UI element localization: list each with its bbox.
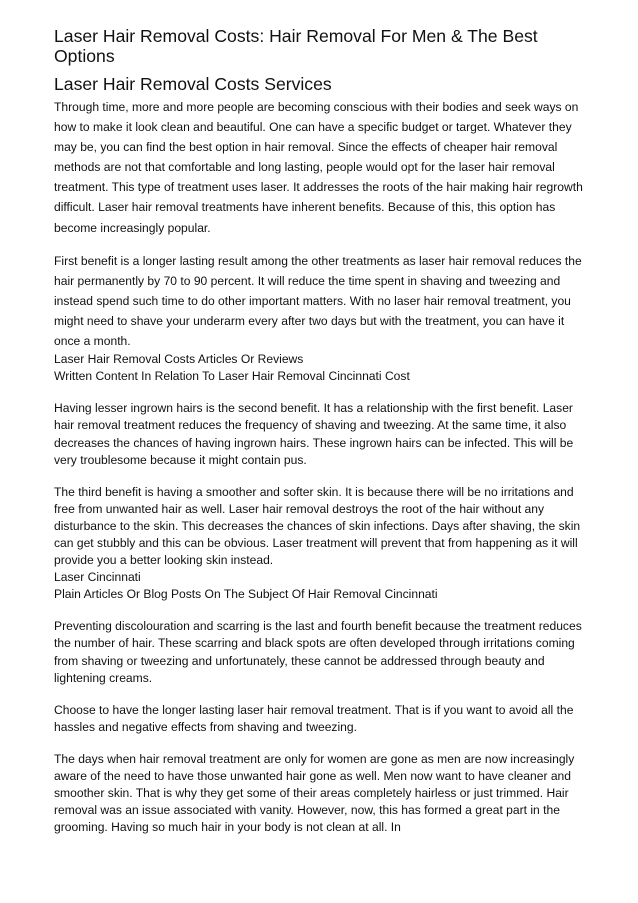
paragraph-first-benefit: First benefit is a longer lasting result among the other treatments as laser hair removal reduces the hair permanently by 70 to 90 percent. It will reduce the time spent in shaving and tweezing and instead spend such time to do other important matters. With no laser hair removal treatment, you might need to shave your underarm every after two days but with the treatment, you can have it once a month. — [54, 253, 582, 349]
paragraph-fourth-benefit: Preventing discolouration and scarring is the last and fourth benefit because the treatment reduces the number of hair. These scarring and black spots are often developed through irritations coming from shaving or tweezing and unfortunately, these cannot be addressed through beauty and lightening creams. — [54, 619, 582, 685]
article-link[interactable]: Laser Cincinnati — [54, 570, 141, 585]
paragraph-intro: Through time, more and more people are becoming conscious with their bodies and seek ways on how to make it look clean and beautiful. One can have a specific budget or target. Whatever they may be, you can find the best option in hair removal. Since the effects of cheaper hair removal methods are not that comfortable and long lasting, people would opt for the laser hair removal treatment. This type of treatment uses laser. It addresses the roots of the hair making hair regrowth difficult. Laser hair removal treatments have inherent benefits. Because of this, this option has become increasingly popular. — [54, 100, 583, 235]
document-page — [54, 26, 588, 836]
paragraph-men: The days when hair removal treatment are only for women are gone as men are now increasingly aware of the need to have those unwanted hair gone as well. Men now want to have cleaner and smoother skin. That is why they get some of their areas completely hairless or just trimmed. Hair removal was an issue associated with vanity. However, now, this has formed a great part in the grooming. Having so much hair in your body is not clean at all. In — [54, 751, 575, 835]
section-heading: Laser Hair Removal Costs Services — [54, 74, 332, 94]
article-link[interactable]: Written Content In Relation To Laser Hair Removal Cincinnati Cost — [54, 369, 410, 384]
article-link[interactable]: Plain Articles Or Blog Posts On The Subject Of Hair Removal Cincinnati — [54, 587, 438, 602]
paragraph-second-benefit: Having lesser ingrown hairs is the second benefit. It has a relationship with the first benefit. Laser hair removal treatment reduces the frequency of shaving and tweezing. At the same time, it also decreases the chances of having ingrown hairs. These ingrown hairs can be infected. This will be very troublesome because it might contain pus. — [54, 401, 574, 467]
document-title: Laser Hair Removal Costs: Hair Removal For Men & The Best Options — [54, 26, 538, 66]
paragraph-conclusion: Choose to have the longer lasting laser hair removal treatment. That is if you want to avoid all the hassles and negative effects from shaving and tweezing. — [54, 702, 574, 734]
article-link[interactable]: Laser Hair Removal Costs Articles Or Reviews — [54, 352, 304, 367]
paragraph-third-benefit: The third benefit is having a smoother and softer skin. It is because there will be no irritations and free from unwanted hair as well. Laser hair removal destroys the root of the hair without any disturbance to the skin. This decreases the chances of skin infections. Days after shaving, the skin can get stubbly and this can be obvious. Laser treatment will prevent that from happening as it will provide you a better looking skin instead. — [54, 484, 581, 568]
